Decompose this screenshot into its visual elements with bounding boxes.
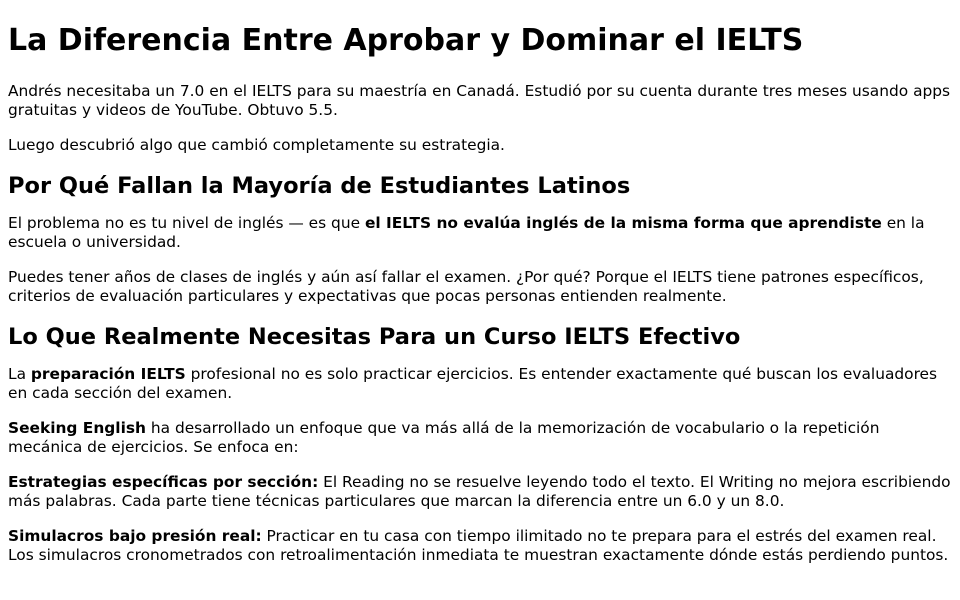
text-segment: El Reading no se resuelve leyendo todo el texto. El Writing no mejora escribiendo más palabras. Cada parte tiene técnicas particulares que marcan la diferencia entre un 6.0 y un 8.0. <box>8 473 951 510</box>
intro-paragraph-2: Luego descubrió algo que cambió completamente su estrategia. <box>8 136 505 154</box>
section2-paragraph-1 <box>8 365 952 403</box>
bold-text: Estrategias específicas por sección: <box>8 473 319 491</box>
section2-paragraph-2 <box>8 419 952 457</box>
page-title: La Diferencia Entre Aprobar y Dominar el IELTS <box>8 23 804 58</box>
section-heading-1: Por Qué Fallan la Mayoría de Estudiantes Latinos <box>8 173 631 199</box>
section2-paragraph-4 <box>8 527 952 565</box>
text-segment: Practicar en tu casa con tiempo ilimitado no te prepara para el estrés del examen real. Los simulacros cronometrados con retroalimentación inmediata te muestran exactamente dónde estás perdiendo puntos. <box>8 527 949 564</box>
section1-paragraph-2: Puedes tener años de clases de inglés y aún así fallar el examen. ¿Por qué? Porque el IELTS tiene patrones específicos, criterios de evaluación particulares y expectativas que pocas personas entienden realmente. <box>8 268 924 305</box>
intro-paragraph-1: Andrés necesitaba un 7.0 en el IELTS para su maestría en Canadá. Estudió por su cuenta durante tres meses usando apps gratuitas y videos de YouTube. Obtuvo 5.5. <box>8 82 951 119</box>
section2-paragraph-3 <box>8 473 952 511</box>
text-segment: La <box>8 365 31 383</box>
article <box>0 22 960 565</box>
bold-text: Simulacros bajo presión real: <box>8 527 262 545</box>
bold-text: preparación IELTS <box>30 365 186 383</box>
text-segment: ha desarrollado un enfoque que va más allá de la memorización de vocabulario o la repetición mecánica de ejercicios. Se enfoca en: <box>8 419 880 456</box>
section1-paragraph-1 <box>8 214 952 252</box>
text-segment: El problema no es tu nivel de inglés — es que <box>8 214 365 232</box>
section-heading-2: Lo Que Realmente Necesitas Para un Curso IELTS Efectivo <box>8 324 741 350</box>
text-segment: en la escuela o universidad. <box>8 214 925 251</box>
bold-text: Seeking English <box>8 419 146 437</box>
bold-text: el IELTS no evalúa inglés de la misma forma que aprendiste <box>364 214 882 232</box>
text-segment: profesional no es solo practicar ejercicios. Es entender exactamente qué buscan los evaluadores en cada sección del examen. <box>8 365 938 402</box>
